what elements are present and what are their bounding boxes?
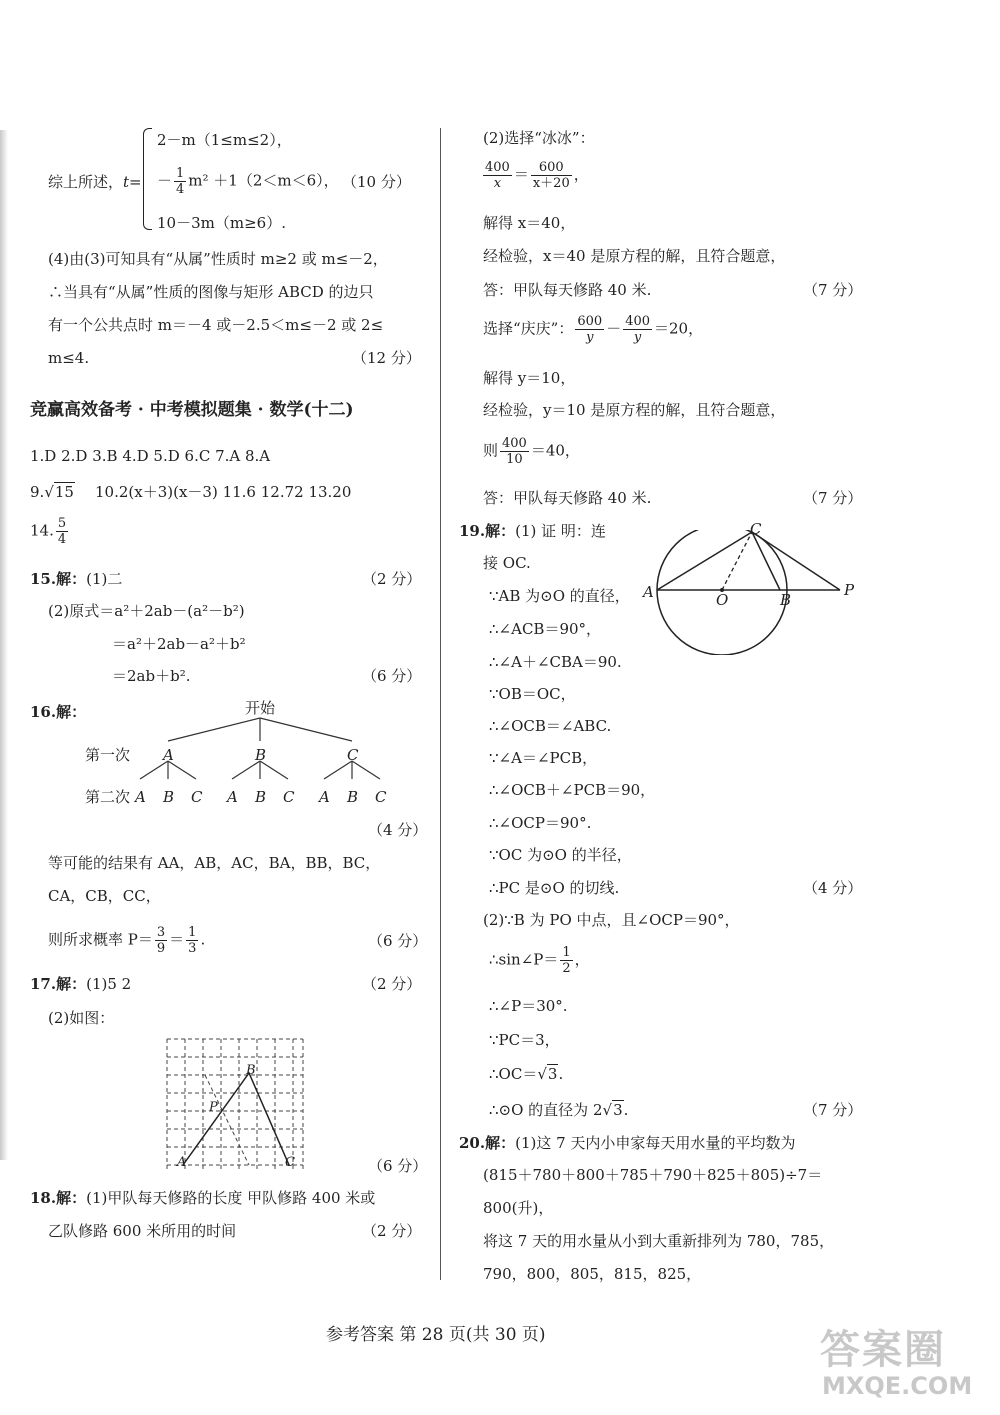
piecewise-case-2: － $\frac{1}{4}$ m² ＋1（2＜m＜6）， (157, 166, 339, 197)
summary-label: 综上所述，t= (48, 173, 142, 191)
blank-answers-10-13: 10.2(x＋3)(x－3) 11.6 12.72 13.20 (95, 483, 352, 501)
q19-line: ∵AB 为⊙O 的直径， (489, 587, 630, 605)
q17-score1: （2 分） (362, 975, 422, 993)
r-score2: （7 分） (803, 489, 863, 507)
r-line7: 答：甲队每天修路 40 米. (483, 489, 652, 507)
r-line3: 经检验，x＝40 是原方程的解，且符合题意， (483, 247, 786, 265)
q19-line: (2)∵B 为 PO 中点，且∠OCP＝90°， (483, 911, 740, 929)
q19-line: ∵PC＝3， (489, 1031, 560, 1049)
q19-sin: ∴sin∠P＝ $\frac{1}{2}$ ， (489, 945, 590, 976)
q15-score2: （6 分） (362, 667, 422, 685)
blank-answer-9: 9.√15 (30, 483, 74, 501)
part4-line4: m≤4. (48, 349, 90, 367)
q20-line1: 20.解：(1)这 7 天内小申家每天用水量的平均数为 (459, 1134, 796, 1152)
q15-line3: ＝a²＋2ab－a²＋b² (112, 635, 246, 653)
tree-start: 开始 (245, 699, 276, 717)
grid-label-b: B (246, 1063, 256, 1078)
fig-label-o: O (716, 591, 729, 609)
r-line1: (2)选择“冰冰”： (483, 129, 595, 147)
q18-line2: 乙队修路 600 米所用的时间 (48, 1222, 237, 1240)
q15-line4: ＝2ab＋b². (112, 667, 191, 685)
tree-l1-node: B (255, 746, 267, 764)
q19-line: ∴PC 是⊙O 的切线. (489, 879, 620, 897)
q19-line: ∴∠OCB＋∠PCB＝90， (489, 781, 656, 799)
q16-head: 16.解： (30, 703, 87, 721)
watermark-url: MXQE.COM (822, 1372, 973, 1400)
q19-oc: ∴OC＝√3. (489, 1065, 564, 1083)
q20-line5: 790，800，805，815，825， (483, 1265, 702, 1283)
part4-line3: 有一个公共点时 m＝－4 或－2.5＜m≤－2 或 2≤ (48, 316, 384, 334)
q19-line1: 19.解：(1) 证 明：连 (459, 522, 606, 540)
q16-line2: CA，CB，CC， (48, 887, 161, 905)
grid-label-a: A (177, 1155, 187, 1170)
q20-line4: 将这 7 天的用水量从小到大重新排列为 780，785， (483, 1232, 835, 1250)
r-equation2: 选择“庆庆”： $\frac{600}{y}$ － $\frac{400}{y}$ ＝20， (483, 314, 704, 345)
tree-l2-node: B (347, 788, 359, 806)
piecewise-case-1: 2－m（1≤m≤2）， (157, 131, 292, 149)
r-line6: 经检验，y＝10 是原方程的解，且符合题意， (483, 401, 786, 419)
tree-second-label: 第二次 (85, 788, 131, 806)
q19-line: ∵∠A＝∠PCB， (489, 749, 598, 767)
fig-label-a: A (643, 583, 654, 601)
q16-line1: 等可能的结果有 AA，AB，AC，BA，BB，BC， (48, 854, 381, 872)
q15-score1: （2 分） (362, 570, 422, 588)
q19-line: ∵OB＝OC， (489, 685, 576, 703)
q16-score1: （4 分） (368, 821, 428, 839)
q19-line: ∵OC 为⊙O 的半径， (489, 846, 632, 864)
q19-score2: （7 分） (803, 1101, 863, 1119)
tree-l2-node: C (191, 788, 203, 806)
tree-l2-node: C (375, 788, 387, 806)
piecewise-case-3: 10－3m（m≥6）. (157, 214, 286, 232)
q19-line: ∴∠P＝30°. (489, 997, 568, 1015)
q19-line: ∴∠A＋∠CBA＝90. (489, 653, 622, 671)
tree-l2-node: A (319, 788, 330, 806)
q20-line2: (815＋780＋800＋785＋790＋825＋805)÷7＝ (483, 1166, 823, 1184)
q17-line1: 17.解：(1)5 2 (30, 975, 132, 993)
q20-line3: 800(升)， (483, 1199, 554, 1217)
q17-line2: (2)如图： (48, 1009, 115, 1027)
watermark-logo: 答案圈 (820, 1327, 946, 1373)
column-divider (440, 128, 441, 1280)
fig-label-b: B (780, 591, 792, 609)
r-equation3: 则 $\frac{400}{10}$ ＝40， (483, 436, 580, 467)
q19-line: 接 OC. (483, 554, 531, 572)
tree-l2-node: B (163, 788, 175, 806)
q19-line: ∴∠ACB＝90°， (489, 620, 602, 638)
section-heading: 竞赢高效备考 · 中考模拟题集 · 数学(十二) (30, 400, 354, 420)
page-footer: 参考答案 第 28 页(共 30 页) (326, 1325, 546, 1345)
grid-label-p: P (209, 1100, 218, 1115)
tree-l2-node: B (255, 788, 267, 806)
q19-line: ∴∠OCP＝90°. (489, 814, 592, 832)
fig-label-p: P (844, 581, 855, 599)
part4-line1: (4)由(3)可知具有“从属”性质时 m≥2 或 m≤－2， (48, 250, 388, 268)
q15-line2: (2)原式＝a²＋2ab－(a²－b²) (48, 602, 245, 620)
q16-score2: （6 分） (368, 932, 428, 950)
r-line5: 解得 y＝10， (483, 369, 576, 387)
piecewise-brace (143, 128, 152, 230)
q18-line1: 18.解：(1)甲队每天修路的长度 甲队修路 400 米或 (30, 1189, 376, 1207)
page-edge-shadow (0, 130, 8, 1160)
r-equation1: $\frac{400}{x}$ ＝ $\frac{600}{x+20}$ ， (485, 160, 589, 191)
grid-label-c: C (285, 1155, 295, 1170)
tree-l2-node: C (283, 788, 295, 806)
tree-l2-node: A (227, 788, 238, 806)
q15-line1: 15.解：(1)二 (30, 570, 123, 588)
part4-line2: ∴当具有“从属”性质的图像与矩形 ABCD 的边只 (48, 283, 374, 301)
q16-probability: 则所求概率 P＝ $\frac{3}{9}$ ＝ $\frac{1}{3}$ . (48, 925, 206, 956)
tree-l1-node: A (163, 746, 174, 764)
score-10: （10 分） (342, 173, 411, 191)
multiple-choice-answers: 1.D 2.D 3.B 4.D 5.D 6.C 7.A 8.A (30, 447, 271, 465)
score-12: （12 分） (352, 349, 421, 367)
r-line4: 答：甲队每天修路 40 米. (483, 281, 652, 299)
q19-circle-figure (640, 530, 850, 655)
q19-line: ∴∠OCB＝∠ABC. (489, 717, 612, 735)
blank-answer-14: 14. $\frac{5}{4}$ (30, 516, 67, 547)
tree-l1-node: C (347, 746, 359, 764)
q17-score2: （6 分） (368, 1157, 428, 1175)
fig-label-c: C (750, 520, 762, 538)
tree-l2-node: A (135, 788, 146, 806)
tree-first-label: 第一次 (85, 746, 131, 764)
q18-score1: （2 分） (362, 1222, 422, 1240)
r-score1: （7 分） (803, 281, 863, 299)
q19-diameter: ∴⊙O 的直径为 2√3. (489, 1101, 629, 1119)
q19-score1: （4 分） (803, 879, 863, 897)
r-line2: 解得 x＝40， (483, 214, 576, 232)
